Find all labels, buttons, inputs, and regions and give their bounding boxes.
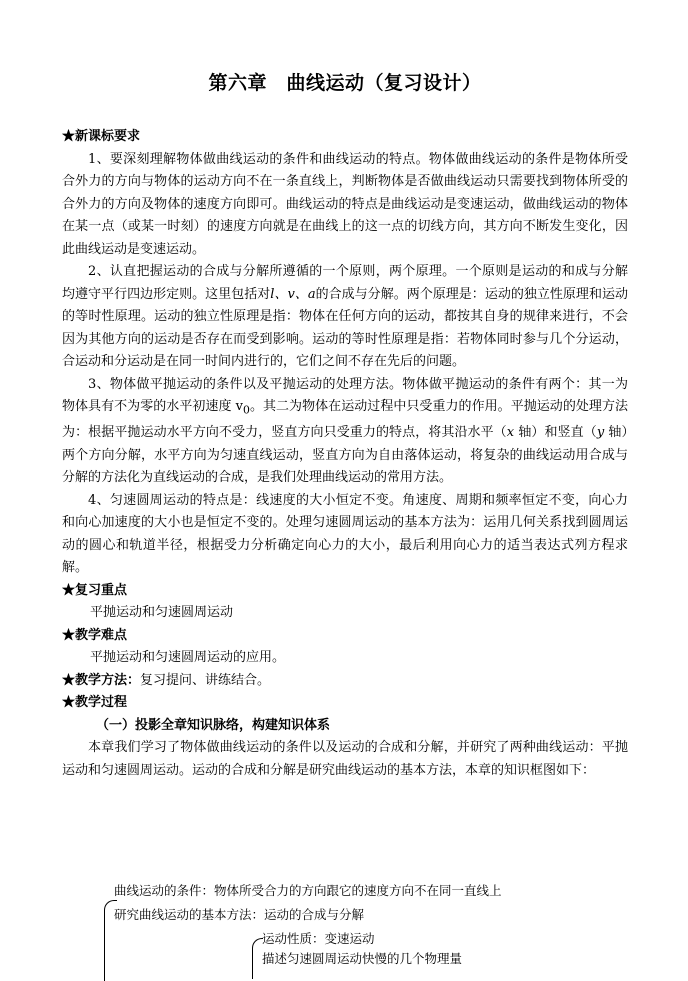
paragraph-2-vars: l、v、a [270, 286, 316, 302]
paragraph-3-part-a: 3、物体做平抛运动的条件以及平抛运动的处理方法。物体做平抛运动的条件有两个：其一为物体具有不为零的水平初速度 v [62, 376, 628, 414]
paragraph-3 [62, 374, 628, 490]
paragraph-3-part-d: 轴）两个方向分解，水平方向为匀速直线运动，竖直方向为自由落体运动，将复杂的曲线运动用合成与分解的方法化为直线运动的合成，是我们处理曲线运动的常用方法。 [62, 425, 628, 486]
paragraph-1: 1、要深刻理解物体做曲线运动的条件和曲线运动的特点。物体做曲线运动的条件是物体所受合外力的方向与物体的运动方向不在一条直线上，判断物体是否做曲线运动只需要找到物体所受的合外力的方向及物体的速度方向即可。曲线运动的特点是曲线运动是变速运动，做曲线运动的物体在某一点（或某一时刻）的速度方向就是在曲线上的这一点的切线方向，其方向不断发生变化，因此曲线运动是变速运动。 [62, 151, 628, 257]
paragraph-3-part-b: 。其二为物体在运动过程中只受重力的作用。平抛运动的处理方法为：根据平抛运动水平方向不受力，竖直方向只受重力的特点，将其沿水平（ [62, 399, 628, 441]
heading-methods [62, 670, 628, 693]
process-subheading: （一）投影全章知识脉络，构建知识体系 [96, 717, 331, 733]
paragraph-2-part-b: 的合成与分解。两个原理是：运动的独立性原理和运动的等时性原理。运动的独立性原理是指：物体在任何方向的运动，都按其自身的规律来进行，不会因为其他方向的运动是否存在而受到影响。运动的等时性原理是指：若物体同时参与几个分运动，合运动和分运动是在同一时间内进行的，它们之间不存在先后的问题。 [62, 286, 628, 369]
heading-difficulties: ★教学难点 [62, 627, 128, 643]
heading-process: ★教学过程 [62, 695, 128, 711]
framework-line-3: 运动性质：变速运动 [262, 931, 375, 946]
document-body [62, 126, 628, 782]
key-points-text: 平抛运动和匀速圆周运动 [90, 605, 234, 621]
heading-new-standard: ★新课标要求 [62, 129, 141, 144]
paragraph-3-part-c: 轴）和竖直（ [514, 425, 597, 441]
chapter-title: 第六章 曲线运动（复习设计） [208, 72, 482, 94]
paragraph-3-subscript: 0 [243, 403, 250, 417]
methods-text: 复习提问、讲练结合。 [140, 672, 271, 688]
paragraph-3-x: x [506, 425, 515, 441]
methods-label: ★教学方法： [62, 672, 141, 688]
paragraph-4: 4、匀速圆周运动的特点是：线速度的大小恒定不变。角速度、周期和频率恒定不变，向心力和向心加速度的大小也是恒定不变的。处理匀速圆周运动的基本方法为：运用几何关系找到圆周运动的圆心和轨道半径，根据受力分析确定向心力的大小，最后利用向心力的适当表达式列方程求解。 [62, 492, 628, 576]
difficulties-text: 平抛运动和匀速圆周运动的应用。 [90, 650, 286, 666]
paragraph-2 [62, 261, 628, 374]
paragraph-2-part-a: 2、认直把握运动的合成与分解所遵循的一个原则，两个原理。一个原则是运动的和成与分解均遵守平行四边形定则。这里包括对 [62, 264, 628, 302]
framework-line-2: 研究曲线运动的基本方法：运动的合成与分解 [114, 907, 365, 922]
framework-line-1: 曲线运动的条件：物体所受合力的方向跟它的速度方向不在同一直线上 [114, 883, 502, 898]
process-paragraph: 本章我们学习了物体做曲线运动的条件以及运动的合成和分解，并研究了两种曲线运动：平抛运动和匀速圆周运动。运动的合成和分解是研究曲线运动的基本方法，本章的知识框图如下： [62, 740, 628, 778]
paragraph-3-y: y [596, 425, 605, 441]
heading-key-points: ★复习重点 [62, 582, 128, 598]
framework-line-4: 描述匀速圆周运动快慢的几个物理量 [262, 951, 463, 966]
